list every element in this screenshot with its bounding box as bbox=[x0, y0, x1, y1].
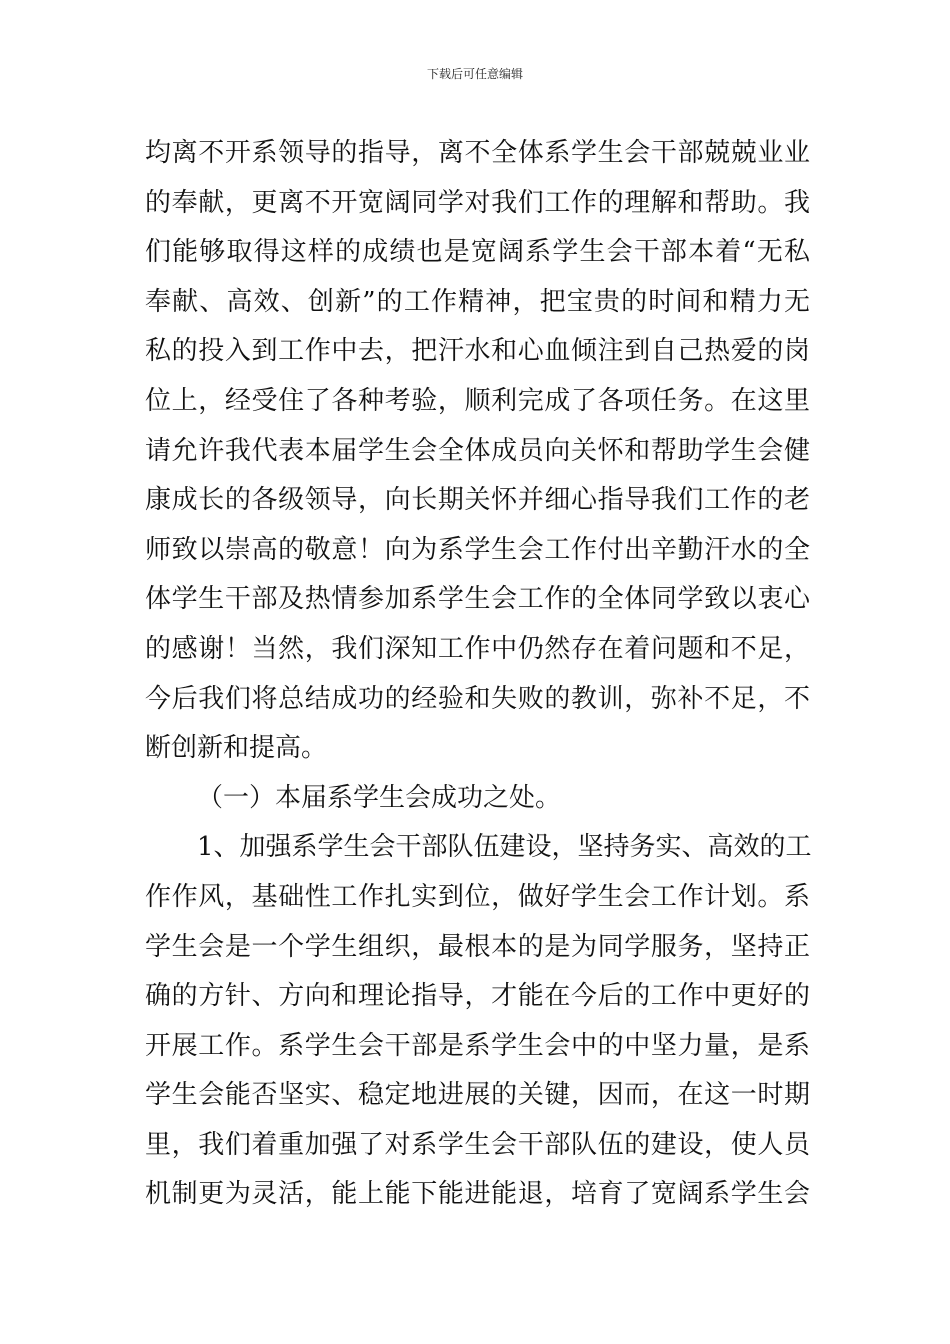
text-line: 开展工作。系学生会干部是系学生会中的中坚力量，是系 bbox=[145, 1030, 810, 1061]
text-line: 的感谢！当然，我们深知工作中仍然存在着问题和不足， bbox=[145, 633, 810, 664]
body-text bbox=[145, 129, 810, 1220]
text-line: 机制更为灵活，能上能下能进能退，培育了宽阔系学生会 bbox=[145, 1179, 810, 1210]
text-line: 私的投入到工作中去，把汗水和心血倾注到自己热爱的岗 bbox=[145, 336, 810, 367]
text-line: 确的方针、方向和理论指导，才能在今后的工作中更好的 bbox=[145, 981, 810, 1012]
text-line: 们能够取得这样的成绩也是宽阔系学生会干部本着“无私 bbox=[145, 237, 810, 268]
text-line: 奉献、高效、创新”的工作精神，把宝贵的时间和精力无 bbox=[145, 286, 810, 317]
text-line: 1、加强系学生会干部队伍建设，坚持务实、高效的工 bbox=[197, 832, 812, 863]
text-line: 体学生干部及热情参加系学生会工作的全体同学致以衷心 bbox=[145, 584, 810, 615]
text-line: 的奉献，更离不开宽阔同学对我们工作的理解和帮助。我 bbox=[145, 187, 810, 218]
text-line: 师致以崇高的敬意！向为系学生会工作付出辛勤汗水的全 bbox=[145, 534, 810, 565]
text-line: 今后我们将总结成功的经验和失败的教训，弥补不足，不 bbox=[145, 683, 810, 714]
text-line: 里，我们着重加强了对系学生会干部队伍的建设，使人员 bbox=[145, 1129, 810, 1160]
page-header: 下载后可任意编辑 bbox=[426, 67, 523, 81]
text-line: 位上，经受住了各种考验，顺利完成了各项任务。在这里 bbox=[145, 385, 810, 416]
section-heading: （一）本届系学生会成功之处。 bbox=[197, 782, 562, 813]
text-line: 均离不开系领导的指导，离不全体系学生会干部兢兢业业 bbox=[145, 138, 810, 168]
text-line: 学生会能否坚实、稳定地进展的关键，因而，在这一时期 bbox=[145, 1080, 810, 1111]
text-line: 学生会是一个学生组织，最根本的是为同学服务，坚持正 bbox=[145, 931, 810, 962]
text-line: 康成长的各级领导，向长期关怀并细心指导我们工作的老 bbox=[145, 485, 810, 516]
text-line: 作作风，基础性工作扎实到位，做好学生会工作计划。系 bbox=[145, 881, 810, 912]
text-line: 断创新和提高。 bbox=[145, 733, 328, 764]
text-line: 请允许我代表本届学生会全体成员向关怀和帮助学生会健 bbox=[145, 435, 810, 466]
